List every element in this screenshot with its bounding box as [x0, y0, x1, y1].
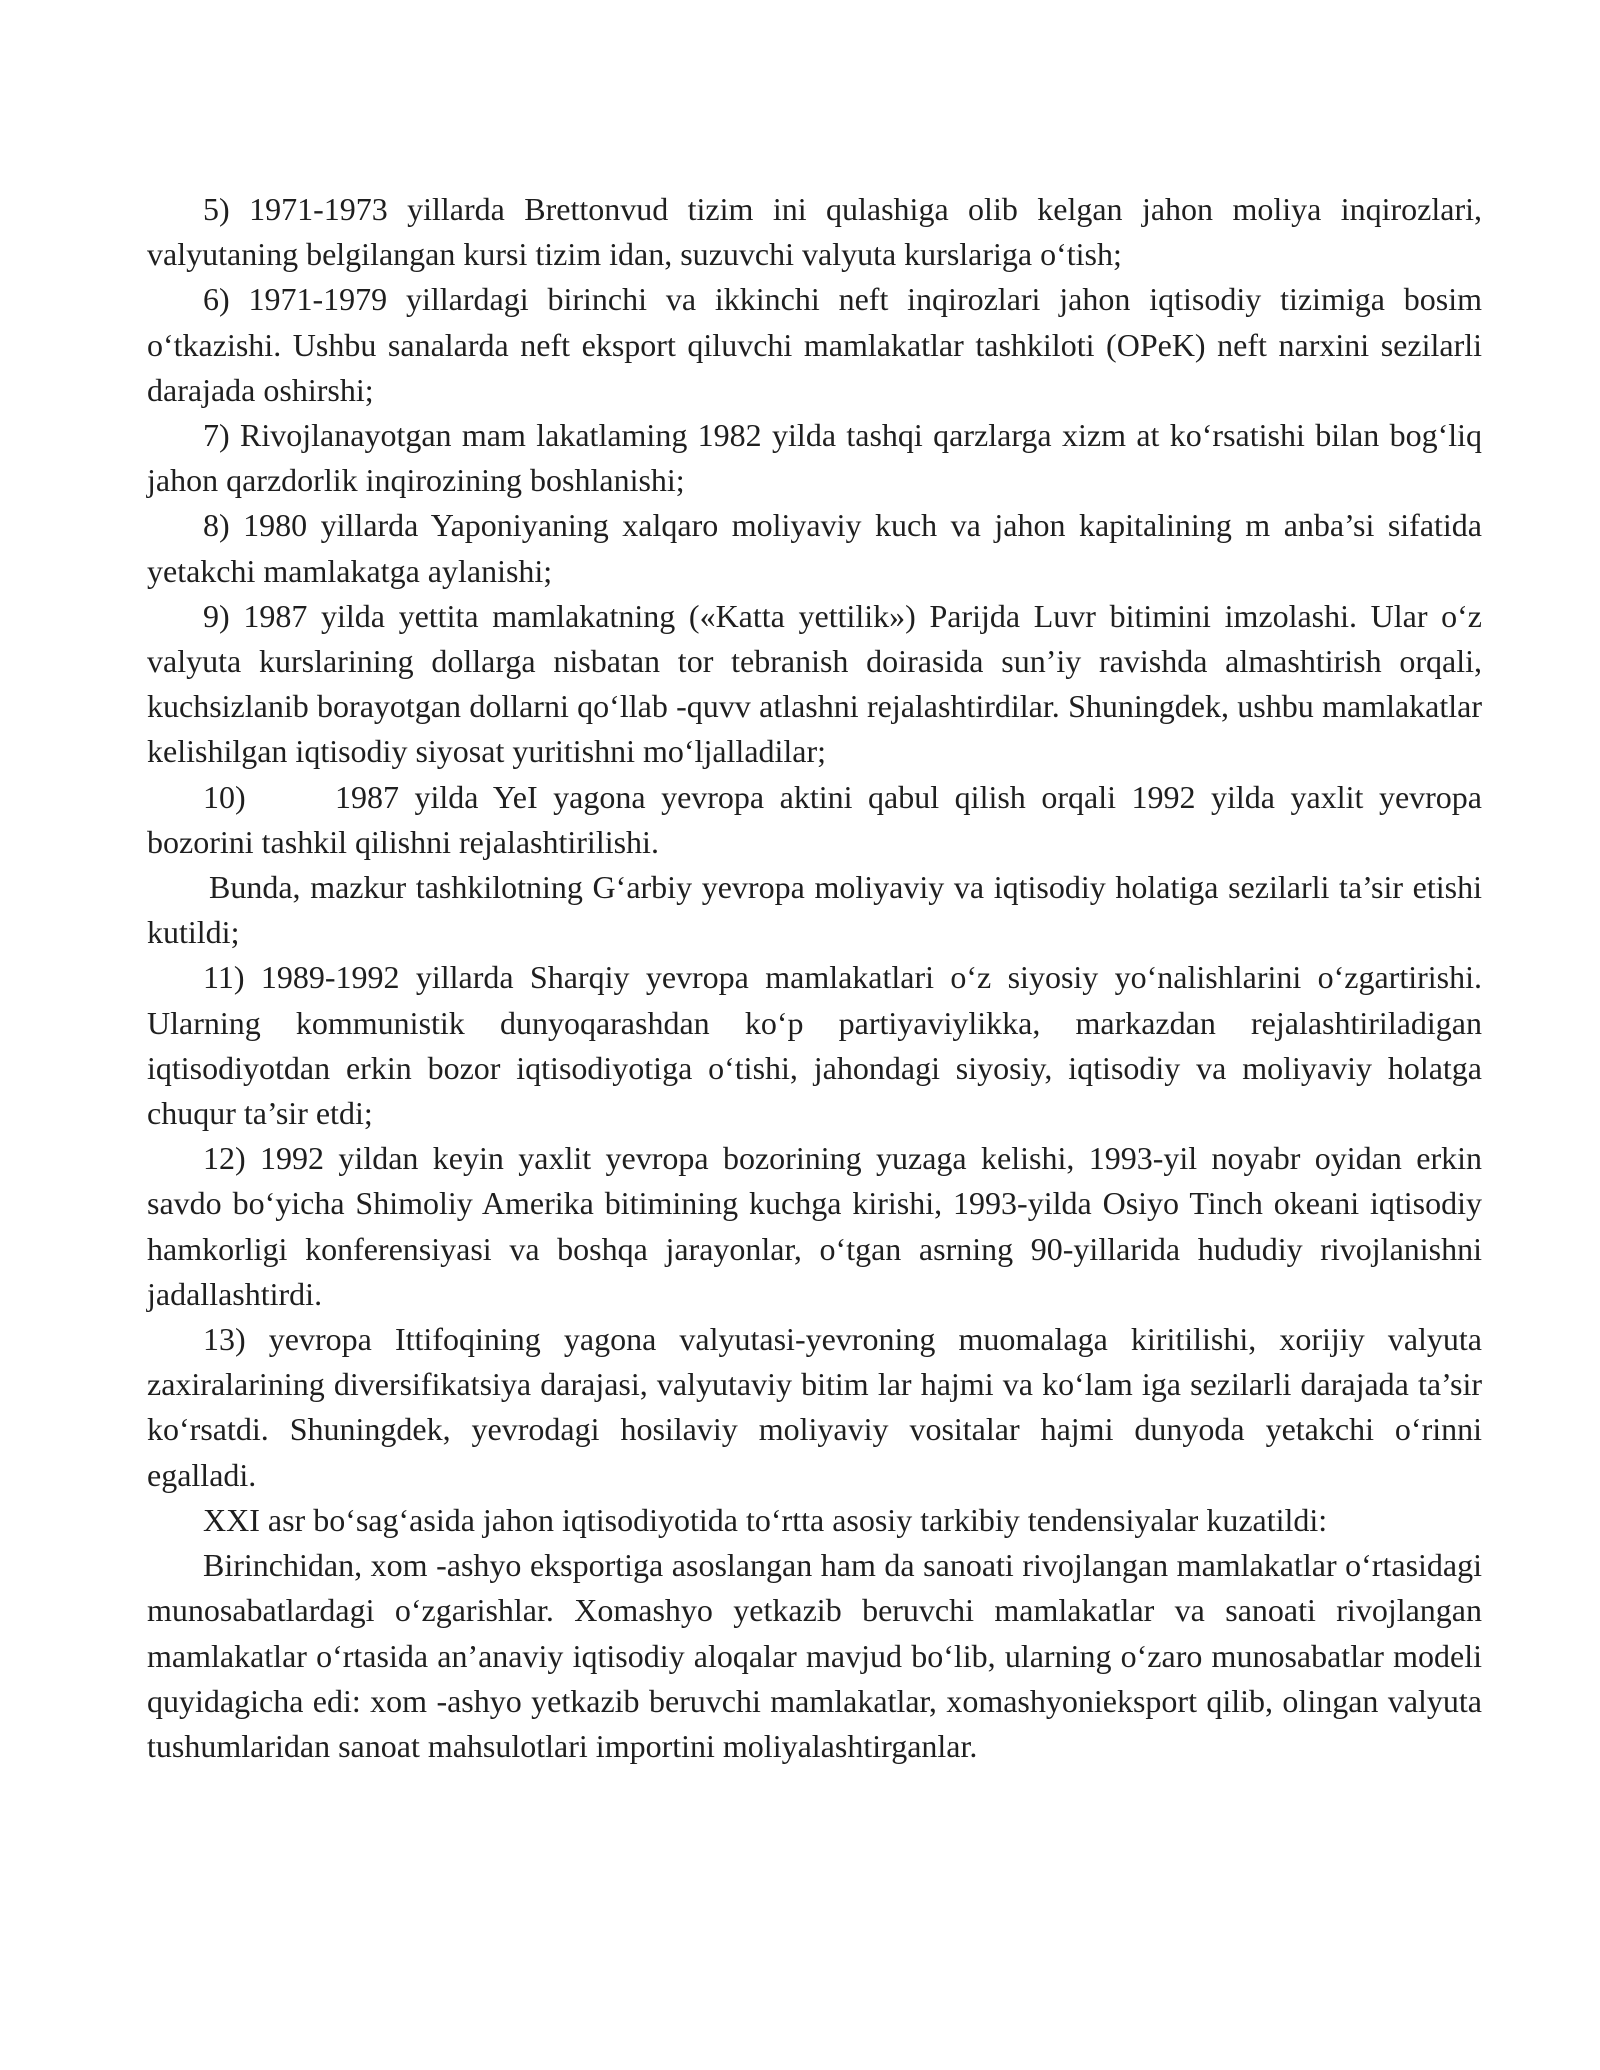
- item-text: 1980 yillarda Yaponiyaning xalqaro moliyaviy kuch va jahon kapitalining m anba’si sifatida yetakchi mamlakatga aylanishi;: [147, 507, 1483, 589]
- list-item-5: [147, 187, 1482, 277]
- list-item-8: [147, 503, 1482, 593]
- item-number: 11): [203, 959, 245, 996]
- document-body: [147, 187, 1482, 1769]
- list-item-13: [147, 1317, 1482, 1498]
- item-text: yevropa Ittifoqining yagona valyutasi-yevroning muomalaga kiritilishi, xorijiy valyuta zaxiralarining diversifikatsiya darajasi, valyutaviy bitim lar hajmi va ko‘lam iga sezilarli darajada ta’sir ko‘rsatdi. Shuningdek, yevrodagi hosilaviy moliyaviy vositalar hajmi dunyoda yetakchi o‘rinni egalladi.: [147, 1321, 1483, 1493]
- paragraph-xxi-asr: [147, 1498, 1482, 1543]
- paragraph-birinchidan: [147, 1543, 1482, 1769]
- paragraph-text: Birinchidan, xom -ashyo eksportiga asoslangan ham da sanoati rivojlangan mamlakatlar o‘rtasidagi munosabatlardagi o‘zgarishlar. Xomashyo yetkazib beruvchi mamlakatlar va sanoati rivojlangan mamlakatlar o‘rtasida an’anaviy iqtisodiy aloqalar mavjud bo‘lib, ularning o‘zaro munosabatlar modeli quyidagicha edi: xom -ashyo yetkazib beruvchi mamlakatlar, xomashyonieksport qilib, olingan valyuta tushumlaridan sanoat mahsulotlari importini moliyalashtirganlar.: [147, 1547, 1482, 1764]
- item-number: 7): [203, 417, 230, 454]
- item-text: 1971-1973 yillarda Brettonvud tizim ini qulashiga olib kelgan jahon moliya inqirozlari, valyutaning belgilangan kursi tizim idan, suzuvchi valyuta kurslariga o‘tish;: [147, 191, 1483, 273]
- item-number: 10): [203, 778, 246, 815]
- list-item-9: [147, 594, 1482, 775]
- item-number: 12): [203, 1140, 246, 1177]
- list-item-12: [147, 1136, 1482, 1317]
- list-item-10: [147, 775, 1482, 865]
- item-number: 5): [203, 191, 230, 227]
- item-text: 1992 yildan keyin yaxlit yevropa bozorining yuzaga kelishi, 1993-yil noyabr oyidan erkin savdo bo‘yicha Shimoliy Amerika bitimining kuchga kirishi, 1993-yilda Osiyo Tinch okeani iqtisodiy hamkorligi konferensiyasi va boshqa jarayonlar, o‘tgan asrning 90-yillarida hududiy rivojlanishni jadallashtirdi.: [147, 1140, 1483, 1312]
- paragraph-text: Bunda, mazkur tashkilotning G‘arbiy yevropa moliyaviy va iqtisodiy holatiga sezilarli ta’sir etishi kutildi;: [147, 869, 1482, 951]
- item-number: 9): [203, 597, 230, 634]
- item-number: 13): [203, 1321, 246, 1358]
- item-number: 6): [203, 281, 230, 318]
- item-text: Rivojlanayotgan mam lakatlaming 1982 yilda tashqi qarzlarga xizm at ko‘rsatishi bilan bog‘liq jahon qarzdorlik inqirozining boshlanishi;: [147, 417, 1483, 499]
- paragraph-bunda: [147, 865, 1482, 955]
- item-text: 1989-1992 yillarda Sharqiy yevropa mamlakatlari o‘z siyosiy yo‘nalishlarini o‘zgartirishi. Ularning kommunistik dunyoqarashdan ko‘p partiyaviylikka, markazdan rejalashtiriladigan iqtisodiyotdan erkin bozor iqtisodiyotiga o‘tishi, jahondagi siyosiy, iqtisodiy va moliyaviy holatga chuqur ta’sir etdi;: [147, 959, 1483, 1132]
- list-item-6: [147, 277, 1482, 413]
- list-item-11: [147, 955, 1482, 1136]
- list-item-7: [147, 413, 1482, 503]
- item-number: 8): [203, 507, 230, 544]
- paragraph-text: XXI asr bo‘sag‘asida jahon iqtisodiyotida to‘rtta asosiy tarkibiy tendensiyalar kuzatildi:: [203, 1501, 1328, 1538]
- item-text: 1971-1979 yillardagi birinchi va ikkinchi neft inqirozlari jahon iqtisodiy tizimiga bosim o‘tkazishi. Ushbu sanalarda neft eksport qiluvchi mamlakatlar tashkiloti (OPeK) neft narxini sezilarli darajada oshirshi;: [147, 281, 1483, 408]
- item-text: 1987 yilda YeI yagona yevropa aktini qabul qilish orqali 1992 yilda yaxlit yevropa bozorini tashkil qilishni rejalashtirilishi.: [147, 778, 1482, 860]
- item-text: 1987 yilda yettita mamlakatning («Katta yettilik») Parijda Luvr bitimini imzolashi. Ular o‘z valyuta kurslarining dollarga nisbatan tor tebranish doirasida sun’iy ravishda almashtirish orqali, kuchsizlanib borayotgan dollarni qo‘llab -quvv atlashni rejalashtirdilar. Shuningdek, ushbu mamlakatlar kelishilgan iqtisodiy siyosat yuritishni mo‘ljalladilar;: [147, 597, 1483, 770]
